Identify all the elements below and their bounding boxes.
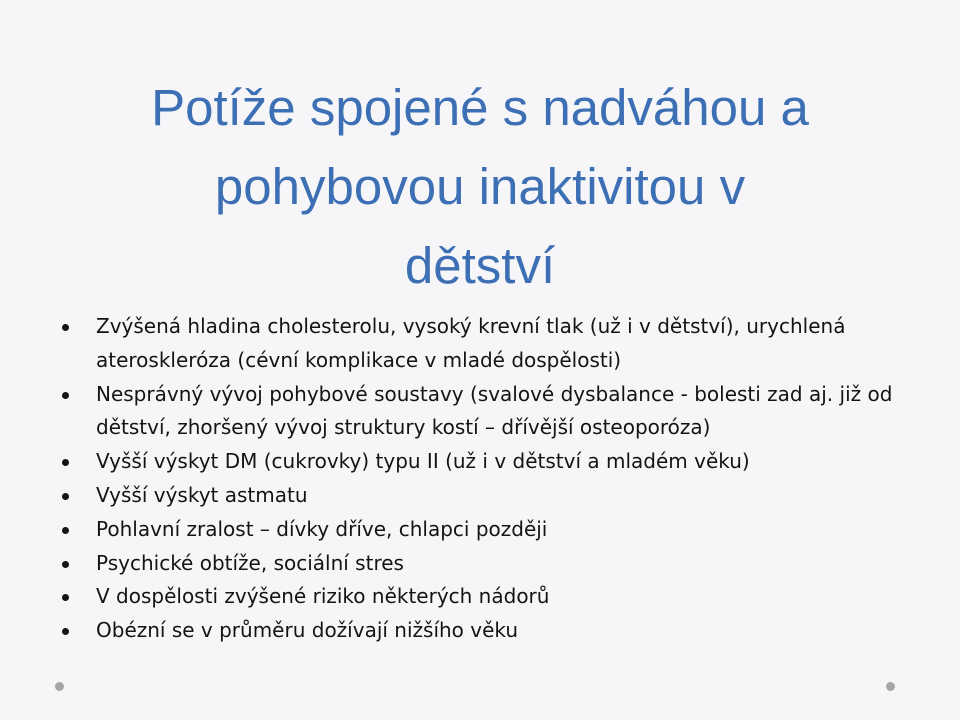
bullet-item bbox=[62, 580, 902, 614]
bullet-text: V dospělosti zvýšené riziko některých nádorů bbox=[96, 584, 550, 609]
bullet-text: Pohlavní zralost – dívky dříve, chlapci později bbox=[96, 516, 548, 541]
bullet-dot-icon bbox=[62, 594, 69, 601]
bullet-dot-icon bbox=[62, 527, 69, 534]
bullet-item bbox=[62, 614, 902, 648]
bullet-text: Zvýšená hladina cholesterolu, vysoký krevní tlak (už i v dětství), urychlená ateroskleróza (cévní komplikace v mladé dospělosti) bbox=[96, 314, 846, 372]
title-line-2: pohybovou inaktivitou v bbox=[214, 158, 746, 215]
bullet-item bbox=[62, 547, 902, 581]
bullet-dot-icon bbox=[62, 493, 69, 500]
title-line-1: Potíže spojené s nadváhou a bbox=[151, 79, 809, 136]
bullet-text: Vyšší výskyt DM (cukrovky) typu II (už i v dětství a mladém věku) bbox=[96, 449, 750, 474]
bullet-item bbox=[62, 445, 902, 479]
bullet-text: Psychické obtíže, sociální stres bbox=[96, 550, 404, 575]
bullet-item bbox=[62, 513, 902, 547]
bullet-list bbox=[62, 310, 902, 648]
title-line-3: dětství bbox=[404, 237, 556, 294]
bullet-dot-icon bbox=[62, 561, 69, 568]
bullet-item bbox=[62, 310, 902, 378]
bullet-item bbox=[62, 479, 902, 513]
bullet-dot-icon bbox=[62, 459, 69, 466]
bullet-text: Nesprávný vývoj pohybové soustavy (svalové dysbalance - bolesti zad aj. již od dětství, zhoršený vývoj struktury kostí – dřívější osteoporóza) bbox=[96, 381, 893, 440]
bullet-dot-icon bbox=[62, 392, 69, 399]
slide-title bbox=[40, 68, 920, 305]
decorative-dot-icon bbox=[886, 682, 895, 691]
bullet-dot-icon bbox=[62, 628, 69, 635]
decorative-dot-icon bbox=[55, 682, 64, 691]
bullet-text: Obézní se v průměru dožívají nižšího věku bbox=[96, 618, 519, 643]
bullet-dot-icon bbox=[62, 324, 69, 331]
bullet-item bbox=[62, 378, 902, 446]
bullet-text: Vyšší výskyt astmatu bbox=[96, 482, 308, 507]
